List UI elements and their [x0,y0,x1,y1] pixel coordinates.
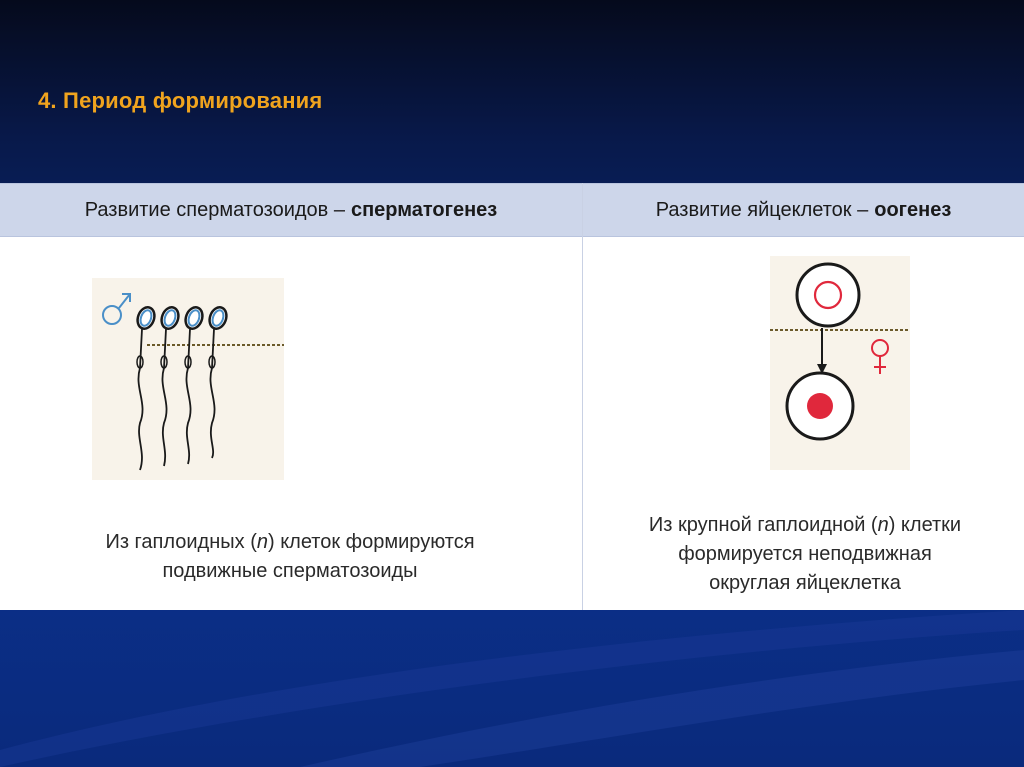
sperm-2 [159,305,182,466]
header-right-text: Развитие яйцеклеток – [655,198,869,221]
right-caption-post: ) клетки [888,514,962,536]
arrow-down-icon [817,328,827,374]
sperm-4 [207,305,230,458]
left-caption-line2: подвижные сперматозоиды [162,560,418,582]
male-symbol-icon [103,294,130,324]
header-spermatogenesis [0,184,582,236]
left-caption-line1 [30,528,550,557]
background-swoosh [0,610,1024,767]
right-caption-line3: округлая яйцеклетка [709,572,901,594]
header-right-bold: оогенез [874,198,952,221]
right-caption-italic: n [877,514,889,536]
right-caption-pre: Из крупной гаплоидной ( [648,514,878,536]
sperm-1 [135,305,158,470]
right-caption-line1 [590,511,1020,540]
right-caption-line2: формируется неподвижная [678,543,932,565]
table-header-row [0,183,1024,237]
spermatozoa-illustration [92,278,284,480]
oocyte-before [797,264,859,326]
left-caption-pre: Из гаплоидных ( [105,531,257,553]
header-left-text: Развитие сперматозоидов – [84,198,345,221]
comparison-table [0,183,1024,610]
oocyte-illustration [770,256,910,470]
column-divider [582,183,583,610]
sperm-3 [183,305,206,464]
header-oogenesis [583,184,1024,236]
left-caption-italic: n [256,531,268,553]
oocyte-after [787,373,853,439]
female-symbol-icon [872,340,888,374]
slide-title: 4. Период формирования [38,88,323,113]
header-left-bold: сперматогенез [350,198,498,221]
oogenesis-caption [590,511,1020,598]
spermatogenesis-caption [30,528,550,586]
left-caption-post: ) клеток формируются [267,531,475,553]
